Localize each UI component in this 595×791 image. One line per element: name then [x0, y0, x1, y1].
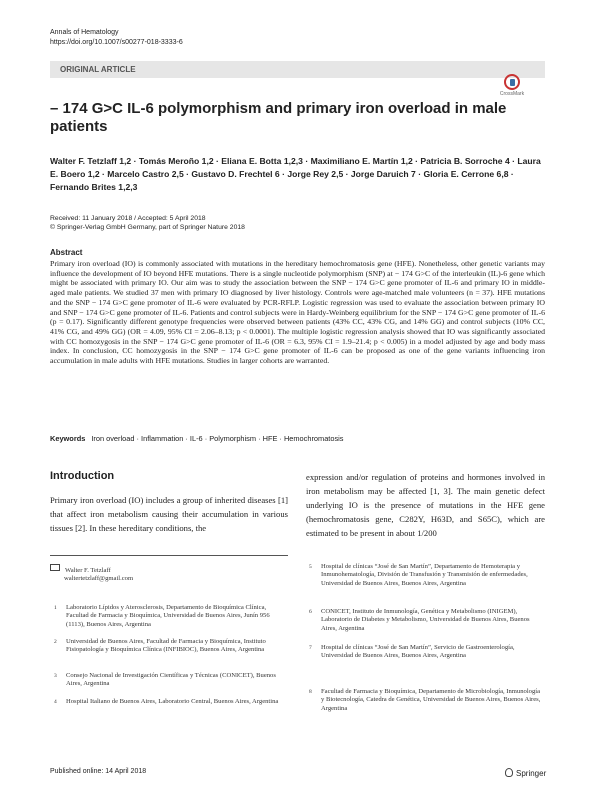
article-dates	[50, 214, 245, 232]
envelope-icon	[50, 564, 60, 571]
correspondence-name: Walter F. Tetzlaff	[65, 567, 111, 574]
introduction-heading: Introduction	[50, 470, 115, 482]
correspondence	[50, 564, 280, 584]
affiliation-4: 4 Hospital Italiano de Buenos Aires, Laboratorio Central, Buenos Aires, Argentina	[54, 698, 279, 705]
correspondence-email[interactable]: waltertetzlaff@gmail.com	[64, 575, 134, 583]
affiliation-5: 5 Hospital de clínicas “José de San Martín”, Departamento de Hemoterapia y Inmunohematología, División de Transfusión y Transmisión de enfermedades, Universidad de Buenos Aires, Buenos Aires, Argentina	[309, 563, 528, 587]
crossmark-icon	[504, 74, 520, 90]
published-online: Published online: 14 April 2018	[50, 768, 147, 775]
doi-link[interactable]: https://doi.org/10.1007/s00277-018-3333-6	[50, 39, 183, 46]
crossmark-badge[interactable]	[488, 74, 536, 100]
affiliation-2: 2 Universidad de Buenos Aires, Facultad de Farmacia y Bioquímica, Instituto Fisiopatología y Bioquímica Clínica (INFIBIOC), Buenos Aires, Argentina	[54, 638, 266, 654]
affiliation-1: 1 Laboratorio Lípidos y Aterosclerosis, Departamento de Bioquímica Clínica, Facultad de Farmacia y Bioquímica, Universidad de Buenos Aires, Junín 956 (1113), Buenos Aires, Argentina	[54, 604, 270, 628]
keywords-list: Iron overload · Inflammation · IL-6 · Polymorphism · HFE · Hemochromatosis	[91, 434, 344, 443]
journal-name: Annals of Hematology	[50, 29, 119, 36]
springer-horse-icon	[505, 768, 513, 777]
abstract-heading: Abstract	[50, 248, 83, 257]
affiliation-8: 8 Facultad de Farmacia y Bioquímica, Departamento de Microbiología, Inmunología y Biotecnología, Catedra de Genética, Universidad de Buenos Aires, Buenos Aires, Argentina	[309, 688, 541, 712]
abstract-text: Primary iron overload (IO) is commonly associated with mutations in the hereditary hemochromatosis gene (HFE). Nonetheless, other genetic variants may influence the development of IO beyond HFE mutations. There is a single nucleotide polymorphism (SNP) at − 174 G>C of the interleukin (IL)-6 gene which might be associated with primary IO. Our aim was to study the association between the SNP − 174 G>C gene promoter of IL-6 and primary IO in middle-aged male patients. We studied 37 men with primary IO diagnosed by liver histology. Controls were age-matched male volunteers (n = 37). HFE mutations and the SNP − 174 G>C gene promoter of IL-6 were evaluated by PCR-RFLP. Logistic regression was used to evaluate the association between primary IO and SNP − 174 G>C gene promoter of IL-6. Patients and control subjects were in Hardy-Weinberg equilibrium for the SNP − 174 G>C gene promoter of IL-6 (p = 0.17). Significantly different genotype frequencies were observed between patients (43% CC, 43% CG, and 14% GG) and control subjects (10% CC, 41% CG, and 49% GG) (OR = 4.09, 95% CI = 2.06–8.13; p < 0.0001). The multiple logistic regression analysis showed that IO was significantly associated with CC homozygosis in the SNP − 174 G>C gene promoter of IL-6 (OR = 6.3, 95% CI = 1.9–21.4; p < 0.005) in a model adjusted by age and body mass index. In conclusion, CC homozygosis in the SNP − 174 G>C gene promoter of IL-6 can be proposed as one of the gene variants influencing iron accumulation in male adults with HFE mutations. Studies in larger cohorts are warranted.	[50, 259, 545, 366]
intro-paragraph-left: Primary iron overload (IO) includes a group of inherited diseases [1] that affect iron metabolism causing their accumulation in various tissues [2]. In these hereditary conditions, the	[50, 495, 288, 533]
crossmark-label: CrossMark	[499, 91, 525, 97]
copyright-line: © Springer-Verlag GmbH Germany, part of Springer Nature 2018	[50, 224, 245, 231]
affiliation-3: 3 Consejo Nacional de Investigación Científicas y Técnicas (CONICET), Buenos Aires, Argentina	[54, 672, 276, 688]
keywords	[50, 434, 545, 443]
article-title: – 174 G>C IL-6 polymorphism and primary iron overload in male patients	[50, 100, 507, 135]
section-label: ORIGINAL ARTICLE	[60, 65, 136, 74]
publisher-logo	[505, 768, 546, 778]
affiliation-6: 6 CONICET, Instituto de Inmunología, Genética y Metabolismo (INIGEM), Laboratorio de Diabetes y Metabolismo, Universidad de Buenos Aires, Buenos Aires, Argentina	[309, 608, 530, 632]
received-accepted: Received: 11 January 2018 / Accepted: 5 April 2018	[50, 215, 206, 222]
journal-header	[50, 28, 183, 48]
intro-paragraph-right: expression and/or regulation of proteins and hormones involved in iron metabolism may be affected [1, 3]. The main genetic defect underlying IO is the presence of mutations in the HFE gene (hemochromatosis gene, C282Y, H63D, and S65C), which are estimated to be present in about 1/200	[306, 472, 545, 538]
affiliation-7: 7 Hospital de clínicas “José de San Martín”, Servicio de Gastroenterología, Universidad de Buenos Aires, Buenos Aires, Argentina	[309, 644, 515, 660]
publisher-name: Springer	[516, 769, 547, 778]
footnote-divider	[50, 555, 288, 556]
keywords-label: Keywords	[50, 434, 86, 443]
author-list: Walter F. Tetzlaff 1,2 · Tomás Meroño 1,2 · Eliana E. Botta 1,2,3 · Maximiliano E. Martín 1,2 · Patricia B. Sorroche 4 · Laura E. Boero 1,2 · Marcelo Castro 2,5 · Gustavo D. Frechtel 6 · Jorge Rey 2,5 · Jorge Daruich 7 · Gloria E. Cerrone 6,8 · Fernando Brites 1,2,3	[50, 156, 541, 192]
section-band	[50, 61, 545, 78]
